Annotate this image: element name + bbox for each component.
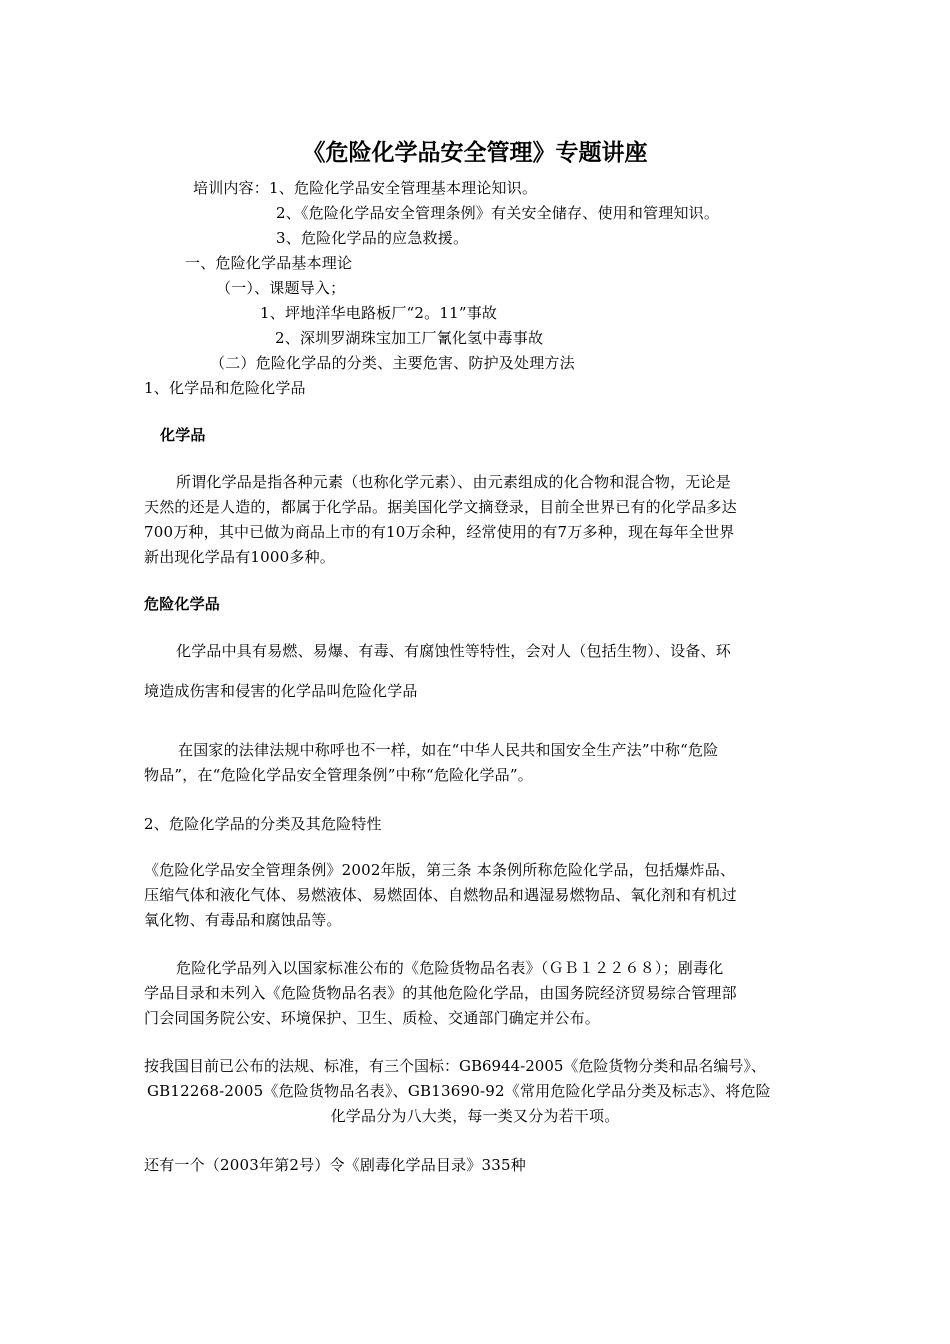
standards-para-line: 按我国目前已公布的法规、标准，有三个国标：GB6944-2005《危险货物分类和品名编号》、	[144, 1057, 766, 1075]
chemicals-heading: 化学品	[160, 426, 206, 444]
section-heading-1: 一、危险化学品基本理论	[185, 254, 353, 272]
law-para-line: 在国家的法律法规中称呼也不一样，如在“中华人民共和国安全生产法”中称“危险	[178, 741, 719, 759]
extra-note: 还有一个（2003年第2号）令《剧毒化学品目录》335种	[144, 1156, 526, 1174]
regulation-para-line: 压缩气体和液化气体、易燃液体、易燃固体、自燃物品和遇湿易燃物品、氧化剂和有机过	[144, 886, 737, 904]
hazardous-chemicals-heading: 危险化学品	[144, 595, 221, 613]
listing-para-line: 门会同国务院公安、环境保护、卫生、质检、交通部门确定并公布。	[144, 1009, 601, 1027]
standards-para-line: 化学品分为八大类，每一类又分为若干项。	[330, 1107, 620, 1125]
part2-heading: 2、危险化学品的分类及其危险特性	[144, 815, 382, 833]
regulation-para-line: 《危险化学品安全管理条例》2002年版，第三条 本条例所称危险化学品，包括爆炸品、	[144, 861, 736, 879]
regulation-para-line: 氧化物、有毒品和腐蚀品等。	[144, 911, 342, 929]
chemicals-para-line: 天然的还是人造的，都属于化学品。据美国化学文摘登录，目前全世界已有的化学品多达	[144, 498, 737, 516]
case-item-1: 1、坪地洋华电路板厂“2。11”事故	[260, 304, 498, 322]
listing-para-line: 学品目录和未列入《危险货物品名表》的其他危险化学品，由国务院经济贸易综合管理部	[144, 984, 737, 1002]
hazardous-para-line: 境造成伤害和侵害的化学品叫危险化学品	[144, 682, 418, 700]
hazardous-para-line: 化学品中具有易燃、易爆、有毒、有腐蚀性等特性，会对人（包括生物）、设备、环	[176, 642, 731, 660]
chemicals-para-line: 新出现化学品有1000多种。	[144, 548, 335, 566]
subsection-classification: （二）危险化学品的分类、主要危害、防护及处理方法	[210, 354, 575, 372]
training-line-1: 培训内容：1、危险化学品安全管理基本理论知识。	[193, 179, 538, 197]
law-para-line: 物品”，在“危险化学品安全管理条例”中称“危险化学品”。	[144, 766, 533, 784]
chemicals-para-line: 700万种，其中已做为商品上市的有10万余种，经常使用的有7万多种，现在每年全世界	[144, 523, 735, 541]
document-title: 《危险化学品安全管理》专题讲座	[302, 139, 648, 166]
chemicals-para-line: 所谓化学品是指各种元素（也称化学元素）、由元素组成的化合物和混合物，无论是	[176, 473, 731, 491]
training-line-3: 3、危险化学品的应急救援。	[276, 229, 469, 247]
case-item-2: 2、深圳罗湖珠宝加工厂氰化氢中毒事故	[275, 329, 544, 347]
training-line-2: 2、《危险化学品安全管理条例》有关安全储存、使用和管理知识。	[276, 204, 720, 222]
subsection-intro: （一）、课题导入；	[216, 279, 346, 297]
standards-para-line: GB12268-2005《危险货物品名表》、GB13690-92《常用危险化学品分类及标志》、将危险	[147, 1082, 771, 1100]
listing-para-line: 危险化学品列入以国家标准公布的《危险货物品名表》（ＧＢ１２２６８）；剧毒化	[176, 959, 724, 977]
part1-heading: 1、化学品和危险化学品	[144, 379, 306, 397]
